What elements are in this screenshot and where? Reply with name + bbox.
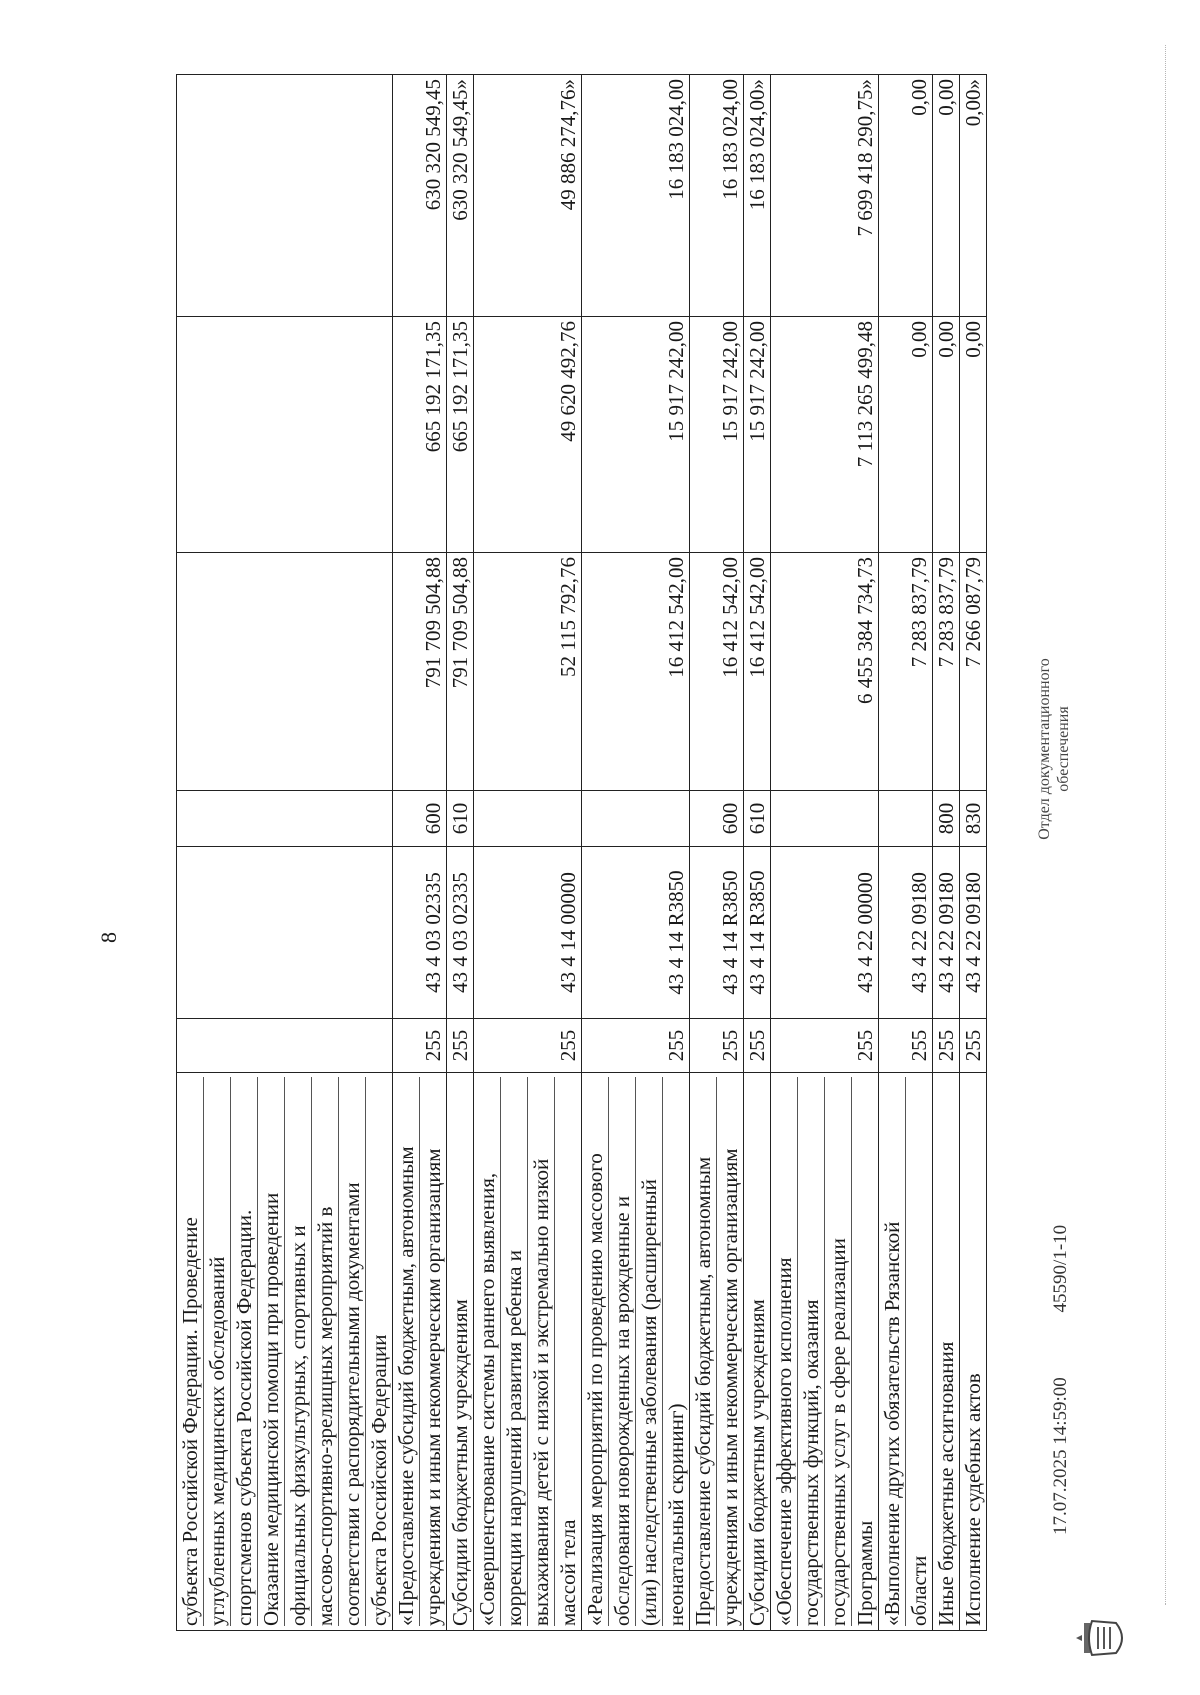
row-sum-2: 665 192 171,35 xyxy=(447,317,474,553)
document-stamp xyxy=(1050,1165,1072,1535)
row-name-line: Субсидии бюджетным учреждениям xyxy=(745,1299,769,1626)
row-vr: 600 xyxy=(393,791,447,847)
row-sum-3: 49 886 274,76» xyxy=(474,75,582,317)
row-vr: 610 xyxy=(744,791,771,847)
row-sum-1: 52 115 792,76 xyxy=(474,553,582,791)
row-name xyxy=(933,1073,960,1631)
row-name-line: области xyxy=(907,1555,931,1626)
row-csr: 43 4 22 09180 xyxy=(960,847,987,1019)
row-sum-2: 0,00 xyxy=(933,317,960,553)
row-sum-2: 15 917 242,00 xyxy=(690,317,744,553)
row-name-line: «Реализация мероприятий по проведению массового xyxy=(582,1077,609,1626)
row-gr: 255 xyxy=(744,1019,771,1073)
row-csr: 43 4 03 02335 xyxy=(447,847,474,1019)
row-name xyxy=(690,1073,744,1631)
row-sum-2: 15 917 242,00 xyxy=(744,317,771,553)
row-name-line: Иные бюджетные ассигнования xyxy=(934,1341,958,1626)
table-row xyxy=(177,75,393,1631)
row-sum-3: 16 183 024,00 xyxy=(690,75,744,317)
stamp-doc-id: 45590/1-10 xyxy=(1050,1224,1071,1313)
row-csr: 43 4 22 00000 xyxy=(771,847,879,1019)
row-name-line: массой тела xyxy=(556,1519,580,1626)
row-sum-3: 16 183 024,00 xyxy=(582,75,690,317)
row-name-line: соответствии с распорядительными документами xyxy=(339,1077,366,1626)
row-gr: 255 xyxy=(393,1019,447,1073)
row-gr: 255 xyxy=(474,1019,582,1073)
row-name-line: «Выполнение других обязательств Рязанской xyxy=(879,1077,906,1626)
row-name-line: Предоставление субсидий бюджетным, автономным xyxy=(690,1077,717,1626)
row-sum-3 xyxy=(177,75,393,317)
coat-of-arms-emblem xyxy=(1072,1613,1132,1663)
row-name-line: субъекта Российской Федерации. Проведение xyxy=(177,1077,204,1626)
row-csr xyxy=(177,847,393,1019)
row-vr xyxy=(177,791,393,847)
row-sum-2: 7 113 265 499,48 xyxy=(771,317,879,553)
table-row xyxy=(582,75,690,1631)
row-sum-1: 791 709 504,88 xyxy=(393,553,447,791)
row-name-line: Программы xyxy=(853,1520,877,1626)
row-name xyxy=(393,1073,447,1631)
row-sum-3: 0,00» xyxy=(960,75,987,317)
row-vr: 600 xyxy=(690,791,744,847)
department-line-1: Отдел документационного xyxy=(1036,658,1053,840)
row-gr xyxy=(177,1019,393,1073)
row-sum-1: 791 709 504,88 xyxy=(447,553,474,791)
row-vr: 830 xyxy=(960,791,987,847)
row-name xyxy=(879,1073,933,1631)
stamp-date: 17.07.2025 14:59:00 xyxy=(1050,1377,1071,1535)
row-csr: 43 4 22 09180 xyxy=(933,847,960,1019)
row-sum-2: 49 620 492,76 xyxy=(474,317,582,553)
row-name xyxy=(960,1073,987,1631)
row-name-line: Оказание медицинской помощи при проведении xyxy=(258,1077,285,1626)
row-name-line: коррекции нарушений развития ребенка и xyxy=(501,1077,528,1626)
row-name-line: учреждениям и иным некоммерческим организациям xyxy=(718,1148,742,1626)
row-name-line: массово-спортивно-зрелищных мероприятий в xyxy=(312,1077,339,1626)
row-sum-2: 665 192 171,35 xyxy=(393,317,447,553)
row-vr xyxy=(771,791,879,847)
table-row xyxy=(933,75,960,1631)
row-name-line: неонатальный скрининг) xyxy=(664,1403,688,1626)
table-row xyxy=(447,75,474,1631)
row-sum-1: 7 283 837,79 xyxy=(879,553,933,791)
row-sum-3: 630 320 549,45 xyxy=(393,75,447,317)
row-name-line: «Обеспечение эффективного исполнения xyxy=(771,1077,798,1626)
row-name xyxy=(744,1073,771,1631)
table-row xyxy=(771,75,879,1631)
row-sum-2: 15 917 242,00 xyxy=(582,317,690,553)
row-sum-3: 0,00 xyxy=(879,75,933,317)
row-sum-2 xyxy=(177,317,393,553)
row-vr xyxy=(474,791,582,847)
table-row xyxy=(690,75,744,1631)
row-vr: 610 xyxy=(447,791,474,847)
row-name-line: «Предоставление субсидий бюджетным, автономным xyxy=(393,1077,420,1626)
row-name xyxy=(771,1073,879,1631)
row-gr: 255 xyxy=(582,1019,690,1073)
table-row xyxy=(879,75,933,1631)
table-row xyxy=(393,75,447,1631)
row-name-line: «Совершенствование системы раннего выявления, xyxy=(474,1077,501,1626)
row-name-line: официальных физкультурных, спортивных и xyxy=(285,1077,312,1626)
row-name xyxy=(474,1073,582,1631)
row-name-line: субъекта Российской Федерации xyxy=(367,1334,391,1626)
table-row xyxy=(744,75,771,1631)
row-name-line: государственных функций, оказания xyxy=(798,1077,825,1626)
row-vr: 800 xyxy=(933,791,960,847)
row-gr: 255 xyxy=(447,1019,474,1073)
row-csr: 43 4 03 02335 xyxy=(393,847,447,1019)
row-name-line: государственных услуг в сфере реализации xyxy=(825,1077,852,1626)
row-sum-1: 7 266 087,79 xyxy=(960,553,987,791)
scan-artifact-line xyxy=(1165,45,1166,1605)
row-sum-1: 16 412 542,00 xyxy=(690,553,744,791)
table-row xyxy=(474,75,582,1631)
row-gr: 255 xyxy=(690,1019,744,1073)
row-sum-1: 6 455 384 734,73 xyxy=(771,553,879,791)
row-csr: 43 4 14 R3850 xyxy=(582,847,690,1019)
row-sum-1 xyxy=(177,553,393,791)
row-name xyxy=(582,1073,690,1631)
row-sum-3: 630 320 549,45» xyxy=(447,75,474,317)
row-sum-3: 7 699 418 290,75» xyxy=(771,75,879,317)
row-name-line: Субсидии бюджетным учреждениям xyxy=(448,1299,472,1626)
row-name-line: выхаживания детей с низкой и экстремально низкой xyxy=(528,1077,555,1626)
row-sum-2: 0,00 xyxy=(879,317,933,553)
department-line-2: обеспечения xyxy=(1055,706,1072,792)
row-csr: 43 4 14 00000 xyxy=(474,847,582,1019)
row-gr: 255 xyxy=(960,1019,987,1073)
department-label xyxy=(1035,629,1073,869)
row-name xyxy=(447,1073,474,1631)
row-vr xyxy=(879,791,933,847)
row-name xyxy=(177,1073,393,1631)
row-sum-1: 16 412 542,00 xyxy=(744,553,771,791)
row-vr xyxy=(582,791,690,847)
row-name-line: спортсменов субъекта Российской Федерации. xyxy=(231,1077,258,1626)
row-name-line: (или) наследственные заболевания (расширенный xyxy=(636,1077,663,1626)
row-gr: 255 xyxy=(933,1019,960,1073)
row-csr: 43 4 14 R3850 xyxy=(744,847,771,1019)
row-csr: 43 4 14 R3850 xyxy=(690,847,744,1019)
row-name-line: Исполнение судебных актов xyxy=(961,1373,985,1626)
row-gr: 255 xyxy=(879,1019,933,1073)
row-name-line: учреждениям и иным некоммерческим организациям xyxy=(421,1148,445,1626)
row-sum-1: 16 412 542,00 xyxy=(582,553,690,791)
row-name-line: обследования новорожденных на врожденные и xyxy=(609,1077,636,1626)
row-sum-2: 0,00 xyxy=(960,317,987,553)
row-name-line: углубленных медицинских обследований xyxy=(204,1077,231,1626)
row-sum-3: 16 183 024,00» xyxy=(744,75,771,317)
row-csr: 43 4 22 09180 xyxy=(879,847,933,1019)
row-gr: 255 xyxy=(771,1019,879,1073)
table-row xyxy=(960,75,987,1631)
page-number: 8 xyxy=(96,932,121,943)
row-sum-3: 0,00 xyxy=(933,75,960,317)
row-sum-1: 7 283 837,79 xyxy=(933,553,960,791)
budget-table xyxy=(176,74,987,1631)
